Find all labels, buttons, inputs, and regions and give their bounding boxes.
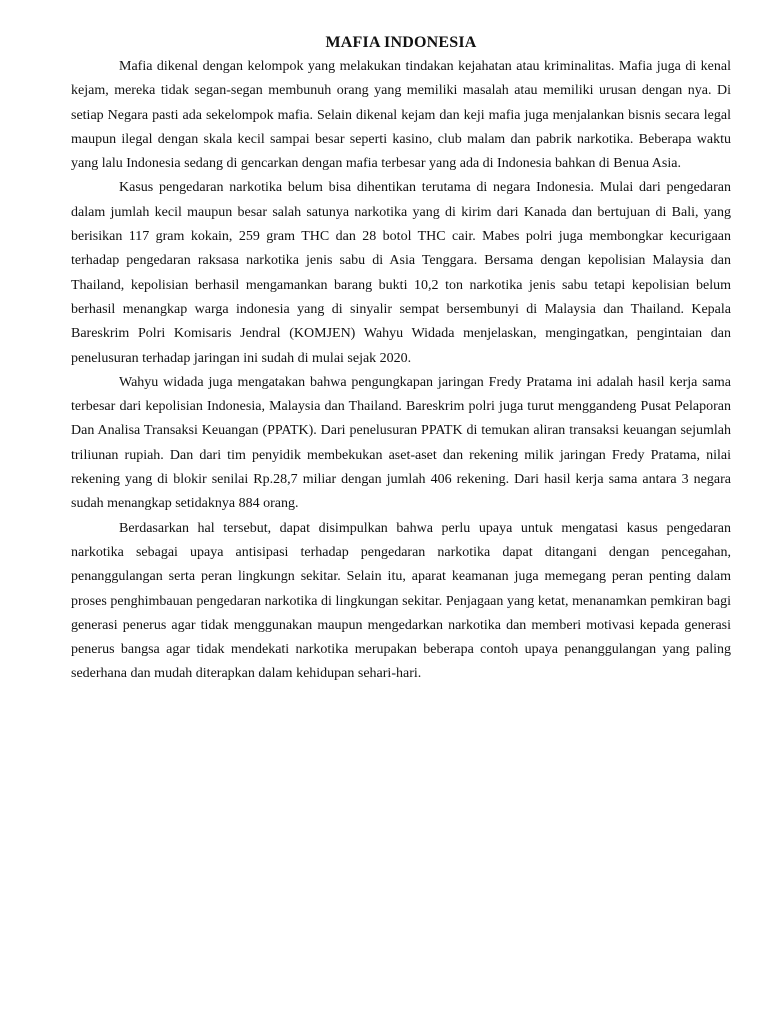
document-body (71, 32, 731, 687)
paragraph-4: Berdasarkan hal tersebut, dapat disimpulkan bahwa perlu upaya untuk mengatasi kasus pengedaran narkotika sebagai upaya antisipasi terhadap pengedaran narkotika dapat ditangani dengan pencegahan, penanggulangan serta peran lingkungn sekitar. Selain itu, aparat keamanan juga memegang peran penting dalam proses penghimbauan pengedaran narkotika di lingkungan sekitar. Penjagaan yang ketat, menanamkan pemkiran bagi generasi penerus agar tidak menggunakan maupun mengedarkan narkotika dan memberi motivasi kepada generasi penerus bangsa agar tidak mendekati narkotika merupakan beberapa contoh upaya penanggulangan yang paling sederhana dan mudah diterapkan dalam kehidupan sehari-hari. (71, 520, 731, 682)
paragraph-1: Mafia dikenal dengan kelompok yang melakukan tindakan kejahatan atau kriminalitas. Mafia juga di kenal kejam, mereka tidak segan-segan membunuh orang yang memiliki masalah atau memiliki urusan dengan nya. Di setiap Negara pasti ada sekelompok mafia. Selain dikenal kejam dan keji mafia juga menjalankan bisnis secara legal maupun ilegal dengan skala kecil sampai besar seperti kasino, club malam dan pabrik narkotika. Beberapa waktu yang lalu Indonesia sedang di gencarkan dengan mafia terbesar yang ada di Indonesia bahkan di Benua Asia. (71, 59, 731, 172)
paragraph-3: Wahyu widada juga mengatakan bahwa pengungkapan jaringan Fredy Pratama ini adalah hasil kerja sama terbesar dari kepolisian Indonesia, Malaysia dan Thailand. Bareskrim polri juga turut menggandeng Pusat Pelaporan Dan Analisa Transaksi Keuangan (PPATK). Dari penelusuran PPATK di temukan aliran transaksi keuangan sejumlah triliunan rupiah. Dan dari tim penyidik membekukan aset-aset dan rekening milik jaringan Fredy Pratama, nilai rekening yang di blokir senilai Rp.28,7 miliar dengan jumlah 406 rekening. Dari hasil kerja sama antara 3 negara sudah menangkap setidaknya 884 orang. (71, 374, 731, 512)
document-title: MAFIA INDONESIA (325, 34, 477, 51)
paragraph-2: Kasus pengedaran narkotika belum bisa dihentikan terutama di negara Indonesia. Mulai dari pengedaran dalam jumlah kecil maupun besar salah satunya narkotika yang di kirim dari Kanada dan bertujuan di Bali, yang berisikan 117 gram kokain, 259 gram THC dan 28 botol THC cair. Mabes polri juga membongkar kecurigaan terhadap pengedaran raksasa narkotika jenis sabu di Asia Tenggara. Bersama dengan kepolisian Malaysia dan Thailand, kepolisian berhasil mengamankan barang bukti 10,2 ton narkotika jenis sabu tetapi kepolisian belum berhasil menangkap warga indonesia yang di sinyalir sempat bersembunyi di Malaysia dan Thailand. Kepala Bareskrim Polri Komisaris Jendral (KOMJEN) Wahyu Widada menjelaskan, mengingatkan, pengintaian dan penelusuran terhadap jaringan ini sudah di mulai sejak 2020. (71, 180, 731, 366)
